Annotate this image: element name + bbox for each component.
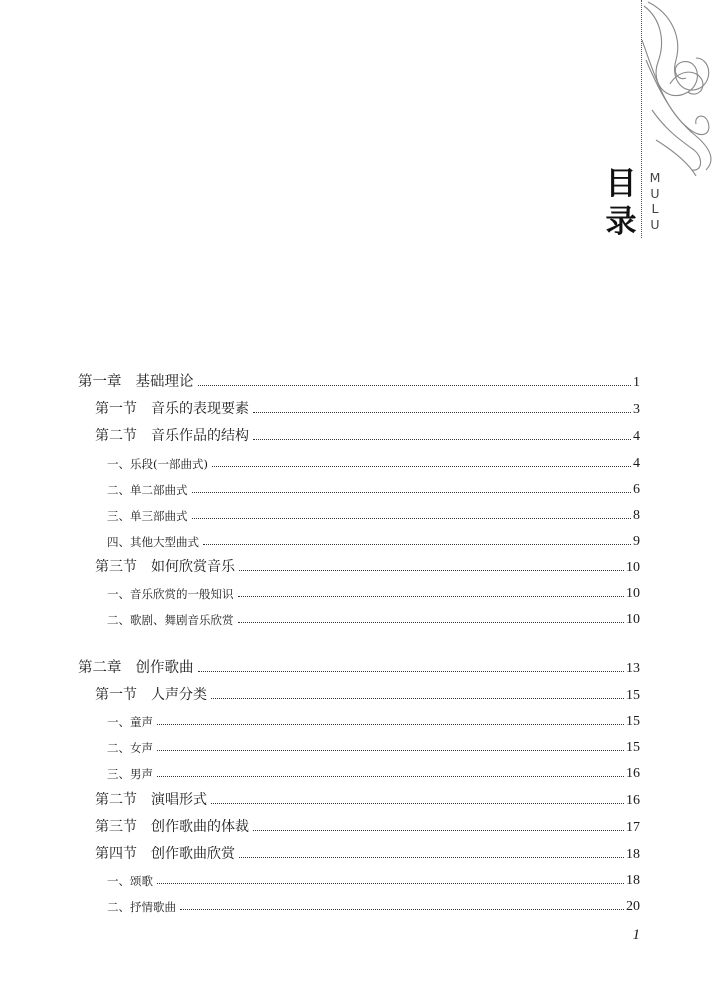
toc-entry-page: 10 — [626, 586, 640, 601]
toc-entry-page: 10 — [626, 560, 640, 575]
toc-entry-item[interactable] — [107, 734, 640, 756]
toc-entry-item[interactable] — [107, 502, 640, 524]
toc-entry-label — [107, 899, 176, 915]
toc-entry-label — [107, 482, 188, 498]
toc-entry-chapter[interactable] — [78, 655, 640, 677]
toc-entry-title: 演唱形式 — [151, 792, 207, 808]
toc-entry-item[interactable] — [107, 760, 640, 782]
toc-entry-section[interactable] — [95, 787, 640, 809]
toc-entry-item[interactable] — [107, 528, 640, 550]
page-number: 1 — [632, 927, 640, 943]
toc-entry-page: 17 — [626, 820, 640, 835]
toc-entry-number: 第一节 — [95, 687, 137, 703]
toc-entry-page: 13 — [626, 661, 640, 676]
toc-entry-title: 二、抒情歌曲 — [107, 900, 176, 914]
toc-entry-item[interactable] — [107, 893, 640, 915]
toc-dot-leader — [203, 544, 631, 545]
toc-entry-page: 8 — [633, 508, 640, 523]
toc-dot-leader — [157, 724, 624, 725]
toc-entry-chapter[interactable] — [78, 369, 640, 391]
toc-entry-page: 16 — [626, 793, 640, 808]
toc-entry-page: 6 — [633, 482, 640, 497]
toc-entry-title: 音乐的表现要素 — [151, 401, 249, 417]
toc-dot-leader — [157, 883, 624, 884]
toc-dot-leader — [211, 803, 624, 804]
toc-entry-page: 16 — [626, 766, 640, 781]
toc-dot-leader — [192, 492, 632, 493]
toc-entry-label — [95, 789, 207, 809]
pinyin-title — [647, 170, 663, 232]
toc-dot-leader — [157, 776, 624, 777]
toc-entry-page: 10 — [626, 612, 640, 627]
toc-dot-leader — [239, 570, 624, 571]
toc-dot-leader — [238, 622, 625, 623]
toc-entry-title: 创作歌曲 — [135, 660, 194, 676]
toc-dot-leader — [253, 830, 624, 831]
toc-entry-number: 第三节 — [95, 819, 137, 835]
toc-entry-item[interactable] — [107, 476, 640, 498]
toc-entry-title: 如何欣赏音乐 — [151, 559, 235, 575]
toc-dot-leader — [198, 671, 625, 672]
toc-entry-title: 二、歌剧、舞剧音乐欣赏 — [107, 613, 234, 627]
toc-entry-page: 15 — [626, 714, 640, 729]
toc-dot-leader — [253, 439, 631, 440]
toc-dot-leader — [253, 412, 631, 413]
toc-entry-number: 第四节 — [95, 846, 137, 862]
toc-entry-number: 第二节 — [95, 428, 137, 444]
toc-entry-item[interactable] — [107, 606, 640, 628]
toc-entry-item[interactable] — [107, 450, 640, 472]
toc-entry-section[interactable] — [95, 423, 640, 445]
toc-entry-title: 一、童声 — [107, 715, 153, 729]
toc-entry-label — [107, 456, 208, 472]
toc-entry-page: 4 — [633, 429, 640, 444]
toc-dot-leader — [212, 466, 631, 467]
page-title-char-2: 录 — [605, 204, 637, 240]
toc-entry-page: 3 — [633, 402, 640, 417]
toc-dot-leader — [211, 698, 624, 699]
toc-entry-label — [95, 425, 249, 445]
toc-entry-label — [107, 766, 153, 782]
toc-entry-label — [95, 684, 207, 704]
toc-entry-section[interactable] — [95, 841, 640, 863]
pinyin-char: L — [651, 201, 659, 216]
toc-entry-page: 15 — [626, 688, 640, 703]
toc-entry-section[interactable] — [95, 814, 640, 836]
toc-entry-label — [107, 586, 234, 602]
toc-entry-label — [95, 843, 235, 863]
toc-entry-title: 四、其他大型曲式 — [107, 535, 199, 549]
toc-entry-page: 20 — [626, 899, 640, 914]
toc-entry-page: 9 — [633, 534, 640, 549]
toc-entry-title: 基础理论 — [135, 374, 194, 390]
toc-entry-label — [107, 714, 153, 730]
toc-entry-number: 第三节 — [95, 559, 137, 575]
toc-entry-title: 创作歌曲欣赏 — [151, 846, 235, 862]
toc-entry-title: 一、音乐欣赏的一般知识 — [107, 587, 234, 601]
toc-entry-title: 三、男声 — [107, 767, 153, 781]
toc-entry-page: 4 — [633, 456, 640, 471]
toc-entry-item[interactable] — [107, 708, 640, 730]
toc-entry-label — [95, 556, 235, 576]
pinyin-char: U — [650, 216, 660, 232]
toc-entry-title: 三、单三部曲式 — [107, 509, 188, 523]
toc-entry-number: 第二章 — [78, 660, 122, 676]
toc-entry-title: 人声分类 — [151, 687, 207, 703]
toc-entry-item[interactable] — [107, 580, 640, 602]
toc-entry-number: 第一节 — [95, 401, 137, 417]
toc-dot-leader — [198, 385, 632, 386]
pinyin-char: M — [649, 170, 661, 185]
toc-entry-label — [107, 534, 199, 550]
toc-entry-section[interactable] — [95, 554, 640, 576]
toc-entry-label — [107, 740, 153, 756]
toc-entry-number: 第二节 — [95, 792, 137, 808]
toc-dot-leader — [157, 750, 624, 751]
toc-entry-title: 音乐作品的结构 — [151, 428, 249, 444]
toc-entry-number: 第一章 — [78, 374, 122, 390]
toc-entry-title: 一、乐段(一部曲式) — [107, 457, 208, 471]
toc-entry-label — [95, 816, 249, 836]
toc-entry-page: 1 — [633, 375, 640, 390]
toc-entry-title: 二、女声 — [107, 741, 153, 755]
toc-entry-label — [78, 370, 194, 391]
toc-entry-label — [78, 656, 194, 677]
toc-entry-title: 一、颂歌 — [107, 874, 153, 888]
toc-dot-leader — [192, 518, 632, 519]
toc-entry-label — [95, 398, 249, 418]
toc-entry-label — [107, 508, 188, 524]
toc-dot-leader — [180, 909, 624, 910]
page-title-char-1: 目 — [605, 166, 637, 202]
toc-entry-title: 二、单二部曲式 — [107, 483, 188, 497]
toc-entry-page: 18 — [626, 873, 640, 888]
toc-entry-item[interactable] — [107, 867, 640, 889]
pinyin-char: U — [650, 185, 660, 201]
toc-entry-section[interactable] — [95, 396, 640, 418]
toc-dot-leader — [239, 857, 624, 858]
toc-entry-label — [107, 612, 234, 628]
toc-entry-section[interactable] — [95, 682, 640, 704]
toc-dot-leader — [238, 596, 625, 597]
toc-entry-page: 15 — [626, 740, 640, 755]
toc-entry-page: 18 — [626, 847, 640, 862]
toc-entry-title: 创作歌曲的体裁 — [151, 819, 249, 835]
toc-entry-label — [107, 873, 153, 889]
